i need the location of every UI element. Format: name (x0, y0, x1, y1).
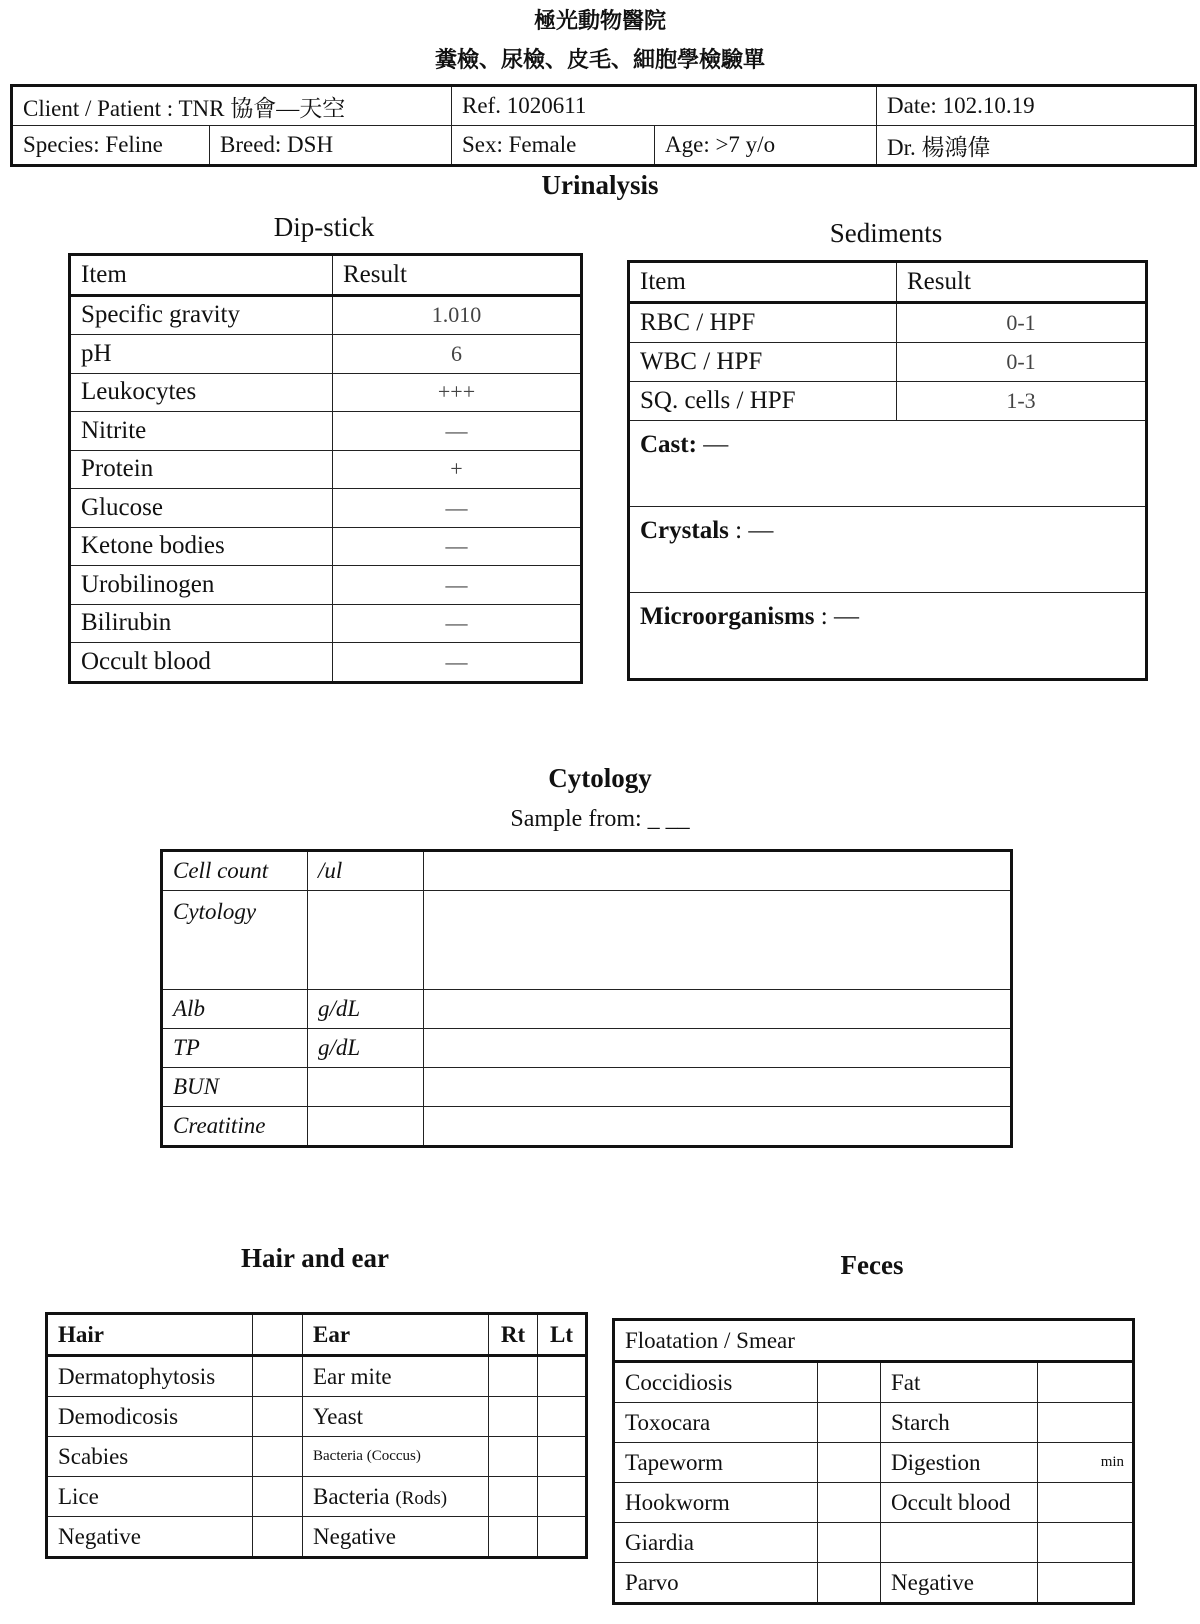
crystals-cell (629, 507, 1147, 593)
ear-rt (489, 1397, 538, 1437)
ear-item: Negative (303, 1517, 489, 1558)
cyto-label: BUN (162, 1068, 308, 1107)
table-row (614, 1403, 1134, 1443)
table-row (70, 489, 582, 528)
table-row (70, 527, 582, 566)
cytology-title: Cytology (548, 763, 652, 793)
cyto-value (424, 1029, 1012, 1068)
feces-item (881, 1523, 1038, 1563)
dipstick-result: — (333, 412, 582, 451)
feces-item: Occult blood (881, 1483, 1038, 1523)
sediment-item: RBC / HPF (629, 303, 897, 343)
species: Species: Feline (12, 126, 210, 166)
microorganisms-cell (629, 593, 1147, 680)
ear-item-rods: (Rods) (395, 1487, 448, 1509)
feces-item: Starch (881, 1403, 1038, 1443)
hair-header: Hair (47, 1314, 253, 1356)
dipstick-item: Ketone bodies (70, 527, 333, 566)
dipstick-result: 1.010 (333, 295, 582, 335)
feces-check (1038, 1523, 1134, 1563)
cyto-value (424, 1107, 1012, 1147)
dipstick-result: — (333, 527, 582, 566)
ear-rt (489, 1477, 538, 1517)
hair-check (253, 1356, 303, 1397)
table-row (47, 1397, 587, 1437)
table-row (70, 373, 582, 412)
sediment-item: SQ. cells / HPF (629, 382, 897, 421)
hair-item: Negative (47, 1517, 253, 1558)
table-row (47, 1356, 587, 1397)
cyto-value (424, 1068, 1012, 1107)
feces-check (818, 1483, 881, 1523)
feces-item: Digestion (881, 1443, 1038, 1483)
sample-from: Sample from: _ __ (510, 806, 690, 832)
table-row (70, 295, 582, 335)
hair-item: Lice (47, 1477, 253, 1517)
hair-check (253, 1477, 303, 1517)
table-row (629, 507, 1147, 593)
hair-item: Scabies (47, 1437, 253, 1477)
patient-info-table (10, 84, 1197, 167)
cyto-unit: g/dL (308, 990, 424, 1029)
dipstick-item: Leukocytes (70, 373, 333, 412)
feces-check (1038, 1483, 1134, 1523)
table-row (629, 421, 1147, 507)
feces-check (1038, 1403, 1134, 1443)
cyto-label: Creatitine (162, 1107, 308, 1147)
cytology-table (160, 849, 1013, 1148)
hair-ear-title: Hair and ear (241, 1243, 389, 1273)
table-row (629, 343, 1147, 382)
table-row (47, 1477, 587, 1517)
feces-item: Coccidiosis (614, 1362, 818, 1403)
hair-check (253, 1397, 303, 1437)
table-row (614, 1362, 1134, 1403)
feces-title: Feces (840, 1250, 904, 1280)
ear-rt-header: Rt (489, 1314, 538, 1356)
ref-number: Ref. 1020611 (452, 86, 877, 126)
cyto-value (424, 891, 1012, 990)
sex: Sex: Female (452, 126, 655, 166)
report-date: Date: 102.10.19 (877, 86, 1196, 126)
dipstick-table (68, 253, 583, 684)
cyto-unit (308, 1107, 424, 1147)
sediments-col-item: Item (629, 262, 897, 303)
table-row (629, 593, 1147, 680)
feces-check (818, 1563, 881, 1604)
table-row (70, 643, 582, 683)
feces-item: Fat (881, 1362, 1038, 1403)
feces-check (1038, 1362, 1134, 1403)
form-title: 糞檢、尿檢、皮毛、細胞學檢驗單 (434, 47, 765, 72)
table-row (47, 1517, 587, 1558)
dipstick-result: 6 (333, 335, 582, 374)
table-row (162, 851, 1012, 891)
cyto-unit: g/dL (308, 1029, 424, 1068)
table-row (614, 1483, 1134, 1523)
cyto-label: Cell count (162, 851, 308, 891)
ear-lt (538, 1477, 587, 1517)
feces-table (612, 1318, 1135, 1605)
dipstick-result: — (333, 489, 582, 528)
hair-check (253, 1314, 303, 1356)
cyto-label: Cytology (162, 891, 308, 990)
table-row (70, 412, 582, 451)
ear-lt (538, 1517, 587, 1558)
dipstick-col-item: Item (70, 255, 333, 296)
feces-header: Floatation / Smear (614, 1320, 1134, 1362)
ear-lt (538, 1356, 587, 1397)
cast-value: — (703, 431, 729, 458)
table-row (70, 335, 582, 374)
clinic-name: 極光動物醫院 (533, 8, 666, 33)
table-row (70, 450, 582, 489)
dipstick-item: pH (70, 335, 333, 374)
sediment-result: 0-1 (897, 343, 1147, 382)
dipstick-title: Dip-stick (273, 212, 375, 242)
sediments-table (627, 260, 1148, 681)
microorganisms-label: Microorganisms (640, 603, 815, 630)
sediment-result: 0-1 (897, 303, 1147, 343)
microorganisms-value: : — (820, 603, 859, 630)
ear-rt (489, 1517, 538, 1558)
table-row (629, 382, 1147, 421)
ear-lt (538, 1437, 587, 1477)
table-row (47, 1437, 587, 1477)
dipstick-col-result: Result (333, 255, 582, 296)
feces-check (818, 1523, 881, 1563)
cyto-unit (308, 1068, 424, 1107)
table-row (614, 1443, 1134, 1483)
table-row (162, 891, 1012, 990)
table-row (629, 303, 1147, 343)
ear-lt-header: Lt (538, 1314, 587, 1356)
feces-check (818, 1443, 881, 1483)
cyto-label: TP (162, 1029, 308, 1068)
digestion-unit: min (1038, 1443, 1134, 1483)
table-row (614, 1523, 1134, 1563)
hair-ear-table (45, 1312, 588, 1559)
ear-item: Bacteria (Coccus) (303, 1437, 489, 1477)
feces-item: Tapeworm (614, 1443, 818, 1483)
feces-item: Toxocara (614, 1403, 818, 1443)
ear-rt (489, 1356, 538, 1397)
dipstick-result: — (333, 604, 582, 643)
feces-item: Negative (881, 1563, 1038, 1604)
table-row (162, 990, 1012, 1029)
hair-check (253, 1517, 303, 1558)
table-row (162, 1107, 1012, 1147)
dipstick-result: — (333, 643, 582, 683)
dipstick-item: Specific gravity (70, 295, 333, 335)
sediment-item: WBC / HPF (629, 343, 897, 382)
urinalysis-title: Urinalysis (541, 170, 659, 200)
feces-item: Hookworm (614, 1483, 818, 1523)
dipstick-result: + (333, 450, 582, 489)
table-row (70, 604, 582, 643)
hair-item: Dermatophytosis (47, 1356, 253, 1397)
dipstick-item: Nitrite (70, 412, 333, 451)
breed: Breed: DSH (210, 126, 452, 166)
ear-item-bacteria: Bacteria (313, 1483, 390, 1509)
cast-label: Cast: (640, 431, 697, 458)
feces-item: Parvo (614, 1563, 818, 1604)
feces-check (1038, 1563, 1134, 1604)
table-row (162, 1029, 1012, 1068)
feces-check (818, 1403, 881, 1443)
table-row (70, 566, 582, 605)
doctor: Dr. 楊鴻偉 (877, 126, 1196, 166)
sediment-result: 1-3 (897, 382, 1147, 421)
dipstick-item: Glucose (70, 489, 333, 528)
cyto-value (424, 851, 1012, 891)
age: Age: >7 y/o (655, 126, 877, 166)
cyto-unit: /ul (308, 851, 424, 891)
sediments-title: Sediments (829, 218, 943, 248)
cyto-unit (308, 891, 424, 990)
ear-item: Yeast (303, 1397, 489, 1437)
cast-cell (629, 421, 1147, 507)
cyto-label: Alb (162, 990, 308, 1029)
crystals-label: Crystals (640, 517, 729, 544)
dipstick-item: Bilirubin (70, 604, 333, 643)
table-row (162, 1068, 1012, 1107)
hair-check (253, 1437, 303, 1477)
table-row (614, 1563, 1134, 1604)
sediments-col-result: Result (897, 262, 1147, 303)
client-patient: Client / Patient : TNR 協會—天空 (12, 86, 452, 126)
feces-check (818, 1362, 881, 1403)
dipstick-result: +++ (333, 373, 582, 412)
ear-rt (489, 1437, 538, 1477)
hair-item: Demodicosis (47, 1397, 253, 1437)
dipstick-item: Urobilinogen (70, 566, 333, 605)
ear-item: Ear mite (303, 1356, 489, 1397)
crystals-value: : — (735, 517, 774, 544)
ear-item (303, 1477, 489, 1517)
dipstick-item: Protein (70, 450, 333, 489)
dipstick-item: Occult blood (70, 643, 333, 683)
dipstick-result: — (333, 566, 582, 605)
ear-lt (538, 1397, 587, 1437)
cyto-value (424, 990, 1012, 1029)
ear-header: Ear (303, 1314, 489, 1356)
feces-item: Giardia (614, 1523, 818, 1563)
